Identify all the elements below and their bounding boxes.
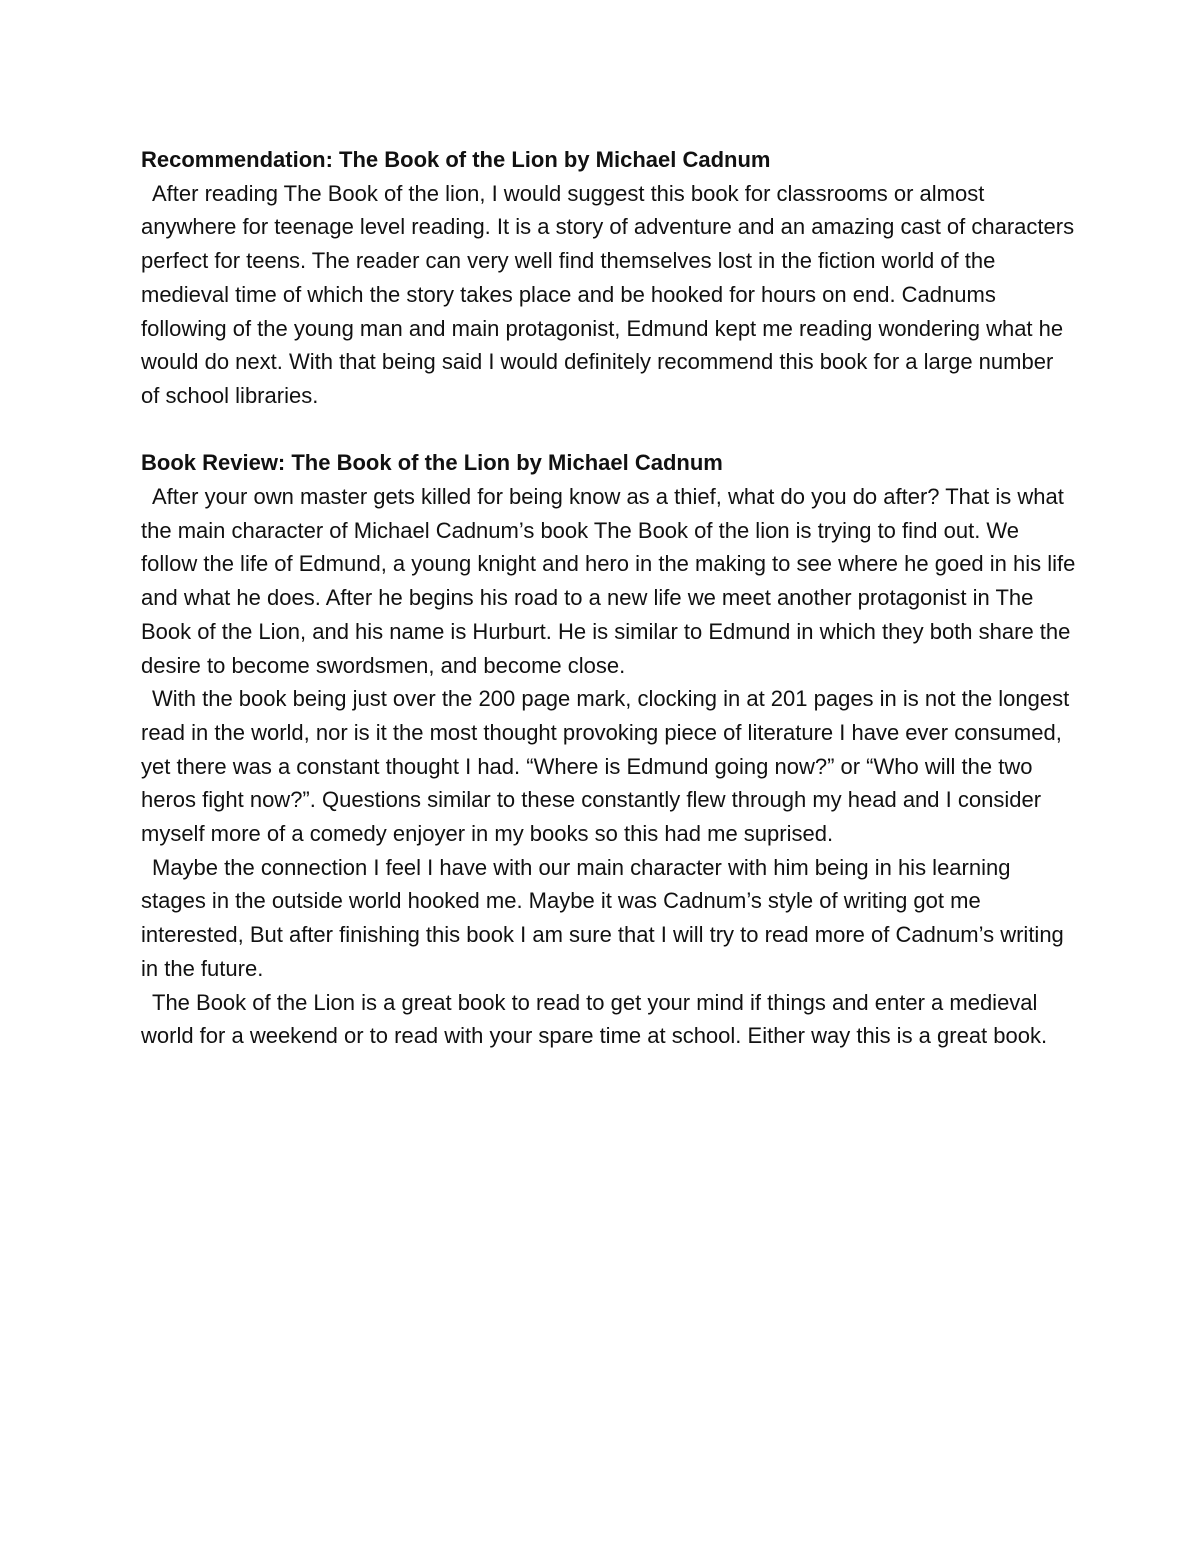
recommendation-paragraph: After reading The Book of the lion, I would suggest this book for classrooms or almost anywhere for teenage level reading. It is a story of adventure and an amazing cast of characters perfect for teens. The reader can very well find themselves lost in the fiction world of the medieval time of which the story takes place and be hooked for hours on end. Cadnums following of the young man and main protagonist, Edmund kept me reading wondering what he would do next. With that being said I would definitely recommend this book for a large number of school libraries. xyxy=(141,180,1075,408)
recommendation-heading: Recommendation: The Book of the Lion by Michael Cadnum xyxy=(141,147,771,172)
review-paragraph-2: With the book being just over the 200 page mark, clocking in at 201 pages in is not the longest read in the world, nor is it the most thought provoking piece of literature I have ever consumed, yet there was a constant thought I had. “Where is Edmund going now?” or “Who will the two heros fight now?”. Questions similar to these constantly flew through my head and I consider myself more of a comedy enjoyer in my books so this had me suprised. xyxy=(141,686,1070,847)
document-body xyxy=(141,143,1076,1053)
review-heading: Book Review: The Book of the Lion by Michael Cadnum xyxy=(141,450,723,476)
review-paragraph-3: Maybe the connection I feel I have with our main character with him being in his learning stages in the outside world hooked me. Maybe it was Cadnum’s style of writing got me interested, But after finishing this book I am sure that I will try to read more of Cadnum’s writing in the future. xyxy=(141,854,1064,981)
review-paragraph-1: After your own master gets killed for being know as a thief, what do you do after? That is what the main character of Michael Cadnum’s book The Book of the lion is trying to find out. We follow the life of Edmund, a young knight and hero in the making to see where he goed in his life and what he does. After he begins his road to a new life we meet another protagonist in The Book of the Lion, and his name is Hurburt. He is similar to Edmund in which they both share the desire to become swordsmen, and become close. xyxy=(141,484,1076,678)
section-spacer xyxy=(141,413,1076,447)
review-paragraph-4: The Book of the Lion is a great book to read to get your mind if things and enter a medieval world for a weekend or to read with your spare time at school. Either way this is a great book. xyxy=(141,989,1048,1049)
